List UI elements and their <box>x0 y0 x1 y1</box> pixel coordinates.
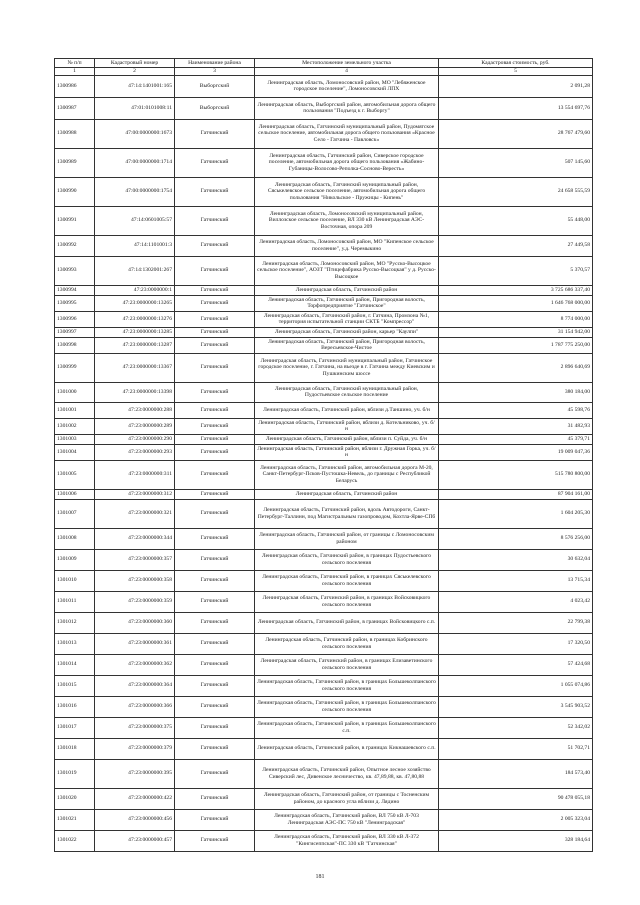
location-cell: Ленинградская область, Гатчинский район, вдоль Автодороги, Санкт-Петербург-Таллинн, под Магистральным газопроводом, Кохтла-Ярве-СПб <box>255 499 439 528</box>
row-number-cell: 1300992 <box>55 235 95 256</box>
row-number-cell: 1300991 <box>55 206 95 235</box>
district-cell: Гатчинский <box>175 717 255 738</box>
cadastral-value-cell: 13 715,34 <box>439 570 593 591</box>
row-number-cell: 1301000 <box>55 382 95 402</box>
table-row <box>55 633 593 654</box>
table-row <box>55 382 593 402</box>
location-cell: Ленинградская область, Ломоносовский район, МО "Лебяженское городское поселение", Ломоносовский ЛПХ <box>255 75 439 97</box>
table-row <box>55 654 593 675</box>
row-number-cell: 1300998 <box>55 337 95 353</box>
row-number-cell: 1300996 <box>55 311 95 327</box>
location-cell: Ленинградская область, Гатчинский район, в границах Сяськелевского сельского поселения <box>255 570 439 591</box>
cadastral-value-cell: 28 767 479,60 <box>439 119 593 148</box>
cadastral-number-cell: 47:23:0000000:456 <box>95 809 175 830</box>
row-number-cell: 1301012 <box>55 612 95 633</box>
district-cell: Гатчинский <box>175 696 255 717</box>
location-cell: Ленинградская область, Гатчинский район, в границах Кикнашевского с.п. <box>255 738 439 759</box>
header-cadastral-number: Кадастровый номер <box>95 59 175 68</box>
district-cell: Гатчинский <box>175 327 255 337</box>
table-row <box>55 119 593 148</box>
cadastral-value-cell: 8 774 000,00 <box>439 311 593 327</box>
location-cell: Ленинградская область, Гатчинский район, Пригородная волость, Вересьевское-Чистое <box>255 337 439 353</box>
cadastral-number-cell: 47:23:0000000:395 <box>95 759 175 788</box>
table-row <box>55 285 593 295</box>
row-number-cell: 1300989 <box>55 148 95 177</box>
location-cell: Ленинградская область, Гатчинский район, от границы с Ломоносовским районом <box>255 528 439 549</box>
district-cell: Гатчинский <box>175 402 255 418</box>
table-row <box>55 549 593 570</box>
row-number-cell: 1301015 <box>55 675 95 696</box>
cadastral-number-cell: 47:14:1101001:3 <box>95 235 175 256</box>
location-cell: Ленинградская область, Ломоносовский район, МО "Кипенское сельское поселение", у.д. Черемыкино <box>255 235 439 256</box>
location-cell: Ленинградская область, Гатчинский район, от границы с Тосненским районом, до красного угла вблизи д. Лядино <box>255 788 439 809</box>
district-cell: Гатчинский <box>175 177 255 206</box>
cadastral-number-cell: 47:00:0000000:1754 <box>95 177 175 206</box>
column-number: 1 <box>55 68 95 76</box>
row-number-cell: 1301003 <box>55 434 95 444</box>
location-cell: Ленинградская область, Гатчинский район <box>255 285 439 295</box>
cadastral-value-cell: 19 009 047,36 <box>439 444 593 460</box>
cadastral-number-cell: 47:23:0000000:321 <box>95 499 175 528</box>
row-number-cell: 1301007 <box>55 499 95 528</box>
cadastral-value-cell: 1 604 205,30 <box>439 499 593 528</box>
row-number-cell: 1301002 <box>55 418 95 434</box>
column-number: 2 <box>95 68 175 76</box>
header-district: Наименование района <box>175 59 255 68</box>
table-row <box>55 75 593 97</box>
row-number-cell: 1301010 <box>55 570 95 591</box>
district-cell: Гатчинский <box>175 654 255 675</box>
cadastral-number-cell: 47:23:0000000:360 <box>95 612 175 633</box>
row-number-cell: 1301021 <box>55 809 95 830</box>
cadastral-number-cell: 47:23:0000000:13398 <box>95 382 175 402</box>
location-cell: Ленинградская область, Гатчинский район, в границах Войсковицкого с.п. <box>255 612 439 633</box>
location-cell: Ленинградская область, Гатчинский район, ВЛ 330 кВ Л-372 "Кингисеппская"-ПС 330 кВ "Гатчинская" <box>255 830 439 851</box>
table-row <box>55 696 593 717</box>
cadastral-value-cell: 3 725 686 337,40 <box>439 285 593 295</box>
district-cell: Гатчинский <box>175 528 255 549</box>
row-number-cell: 1301001 <box>55 402 95 418</box>
location-cell: Ленинградская область, Гатчинский муниципальный район, Пудомягское сельское поселение, автомобильная дорога общего пользования «Красное Село - Гатчина - Павловск» <box>255 119 439 148</box>
cadastral-value-cell: 8 576 256,00 <box>439 528 593 549</box>
row-number-cell: 1300990 <box>55 177 95 206</box>
district-cell: Гатчинский <box>175 460 255 489</box>
table-row <box>55 444 593 460</box>
district-cell: Гатчинский <box>175 738 255 759</box>
table-row <box>55 295 593 311</box>
location-cell: Ленинградская область, Гатчинский район, г. Гатчина, Промзона №1, территория испытательной станции СКТБ "Компрессор" <box>255 311 439 327</box>
district-cell: Гатчинский <box>175 612 255 633</box>
cadastral-number-cell: 47:23:0000000:290 <box>95 434 175 444</box>
table-row <box>55 717 593 738</box>
header-row <box>55 59 593 68</box>
district-cell: Гатчинский <box>175 759 255 788</box>
cadastral-value-cell: 515 780 800,00 <box>439 460 593 489</box>
location-cell: Ленинградская область, Гатчинский район, в границах Елизаветинского сельского поселения <box>255 654 439 675</box>
table-row <box>55 460 593 489</box>
table-row <box>55 434 593 444</box>
cadastral-value-cell: 55 448,00 <box>439 206 593 235</box>
cadastral-value-cell: 2 091,28 <box>439 75 593 97</box>
cadastral-value-cell: 52 342,02 <box>439 717 593 738</box>
location-cell: Ленинградская область, Гатчинский район, автомобильная дорога М-20, Санкт-Петербург-Псков-Пустошка-Невель, до границы с Республикой Беларусь <box>255 460 439 489</box>
cadastral-value-cell: 17 320,50 <box>439 633 593 654</box>
district-cell: Гатчинский <box>175 337 255 353</box>
table-row <box>55 612 593 633</box>
location-cell: Ленинградская область, Гатчинский район, вблизи д.Таншино, уч. б/н <box>255 402 439 418</box>
row-number-cell: 1301017 <box>55 717 95 738</box>
table-row <box>55 759 593 788</box>
district-cell: Гатчинский <box>175 256 255 285</box>
location-cell: Ленинградская область, Гатчинский район, вблизи г. Дружная Горка, уч. б/н <box>255 444 439 460</box>
cadastral-value-cell: 1 055 074,86 <box>439 675 593 696</box>
cadastral-number-cell: 47:23:0000000:311 <box>95 460 175 489</box>
cadastral-number-cell: 47:14:0601005:57 <box>95 206 175 235</box>
row-number-cell: 1300997 <box>55 327 95 337</box>
cadastral-value-cell: 2 005 323,04 <box>439 809 593 830</box>
cadastral-value-table <box>54 58 593 852</box>
cadastral-number-cell: 47:23:0000000:1 <box>95 285 175 295</box>
cadastral-value-cell: 1 787 775 250,00 <box>439 337 593 353</box>
row-number-cell: 1301014 <box>55 654 95 675</box>
table-row <box>55 177 593 206</box>
location-cell: Ленинградская область, Гатчинский район, вблизи д. Котельниково, уч. б/н <box>255 418 439 434</box>
row-number-cell: 1300988 <box>55 119 95 148</box>
row-number-cell: 1301008 <box>55 528 95 549</box>
cadastral-value-cell: 24 658 555,59 <box>439 177 593 206</box>
location-cell: Ленинградская область, Гатчинский муниципальный район, Сяськелевское сельское поселение, автомобильная дорога общего пользования "Никольское - Пружицы - Кипень" <box>255 177 439 206</box>
cadastral-number-cell: 47:23:0000000:357 <box>95 549 175 570</box>
district-cell: Гатчинский <box>175 295 255 311</box>
table-row <box>55 97 593 119</box>
district-cell: Гатчинский <box>175 591 255 612</box>
district-cell: Гатчинский <box>175 830 255 851</box>
row-number-cell: 1300995 <box>55 295 95 311</box>
cadastral-number-cell: 47:14:1401001:165 <box>95 75 175 97</box>
cadastral-value-cell: 4 023,42 <box>439 591 593 612</box>
cadastral-number-cell: 47:23:0000000:13276 <box>95 311 175 327</box>
cadastral-value-cell: 30 632,04 <box>439 549 593 570</box>
district-cell: Гатчинский <box>175 235 255 256</box>
cadastral-number-cell: 47:23:0000000:344 <box>95 528 175 549</box>
header-number: № п/п <box>55 59 95 68</box>
table-row <box>55 570 593 591</box>
cadastral-value-cell: 1 646 768 000,00 <box>439 295 593 311</box>
district-cell: Гатчинский <box>175 418 255 434</box>
table-row <box>55 418 593 434</box>
district-cell: Гатчинский <box>175 311 255 327</box>
location-cell: Ленинградская область, Гатчинский район <box>255 489 439 499</box>
cadastral-number-cell: 47:23:0000000:379 <box>95 738 175 759</box>
cadastral-number-cell: 47:23:0000000:288 <box>95 402 175 418</box>
district-cell: Гатчинский <box>175 444 255 460</box>
table-row <box>55 489 593 499</box>
cadastral-number-cell: 47:23:0000000:13367 <box>95 353 175 382</box>
cadastral-number-cell: 47:23:0000000:293 <box>95 444 175 460</box>
table-row <box>55 327 593 337</box>
district-cell: Гатчинский <box>175 809 255 830</box>
cadastral-value-cell: 45 379,71 <box>439 434 593 444</box>
cadastral-value-cell: 507 145,60 <box>439 148 593 177</box>
table-row <box>55 528 593 549</box>
row-number-cell: 1301005 <box>55 460 95 489</box>
cadastral-number-cell: 47:23:0000000:422 <box>95 788 175 809</box>
district-cell: Гатчинский <box>175 148 255 177</box>
table-row <box>55 809 593 830</box>
cadastral-number-cell: 47:23:0000000:375 <box>95 717 175 738</box>
header-location: Местоположение земельного участка <box>255 59 439 68</box>
cadastral-number-cell: 47:23:0000000:13287 <box>95 337 175 353</box>
district-cell: Гатчинский <box>175 788 255 809</box>
cadastral-value-cell: 31 154 942,00 <box>439 327 593 337</box>
cadastral-number-cell: 47:23:0000000:312 <box>95 489 175 499</box>
cadastral-value-cell: 22 799,38 <box>439 612 593 633</box>
location-cell: Ленинградская область, Гатчинский муниципальный район, Пудостьевское сельское поселение <box>255 382 439 402</box>
table-row <box>55 499 593 528</box>
row-number-cell: 1301018 <box>55 738 95 759</box>
table-row <box>55 402 593 418</box>
cadastral-number-cell: 47:23:0000000:358 <box>95 570 175 591</box>
row-number-cell: 1301019 <box>55 759 95 788</box>
row-number-cell: 1300993 <box>55 256 95 285</box>
row-number-cell: 1300994 <box>55 285 95 295</box>
cadastral-value-cell: 2 896 640,69 <box>439 353 593 382</box>
location-cell: Ленинградская область, Гатчинский муниципальный район, Гатчинское городское поселение, г. Гатчина, на въезде в г. Гатчина между Киевским и Пушкинским шоссе <box>255 353 439 382</box>
cadastral-number-cell: 47:00:0000000:1714 <box>95 148 175 177</box>
cadastral-number-cell: 47:23:0000000:359 <box>95 591 175 612</box>
cadastral-number-cell: 47:23:0000000:457 <box>95 830 175 851</box>
location-cell: Ленинградская область, Гатчинский район, вблизи п. Суйда, уч. б/н <box>255 434 439 444</box>
location-cell: Ленинградская область, Гатчинский район, ВЛ 750 кВ Л-703 Ленинградская АЭС-ПС 750 кВ "Ленинградская" <box>255 809 439 830</box>
column-number: 5 <box>439 68 593 76</box>
table-row <box>55 788 593 809</box>
district-cell: Гатчинский <box>175 206 255 235</box>
location-cell: Ленинградская область, Гатчинский район, в границах Большеколпанского сельского поселения <box>255 675 439 696</box>
location-cell: Ленинградская область, Гатчинский район, Пригородная волость, Торфопредприятие "Гатчинское" <box>255 295 439 311</box>
table-row <box>55 738 593 759</box>
district-cell: Гатчинский <box>175 353 255 382</box>
row-number-cell: 1301022 <box>55 830 95 851</box>
table-row <box>55 675 593 696</box>
district-cell: Гатчинский <box>175 499 255 528</box>
location-cell: Ленинградская область, Гатчинский район, Опытное лесное хозяйство Сиверский лес, Дивенское лесничество, кв. 47,89,88, кв. 47,80,88 <box>255 759 439 788</box>
cadastral-number-cell: 47:23:0000000:361 <box>95 633 175 654</box>
table-row <box>55 206 593 235</box>
cadastral-number-cell: 47:23:0000000:13265 <box>95 295 175 311</box>
district-cell: Гатчинский <box>175 119 255 148</box>
row-number-cell: 1300987 <box>55 97 95 119</box>
cadastral-value-cell: 184 573,40 <box>439 759 593 788</box>
cadastral-value-cell: 90 478 055,18 <box>439 788 593 809</box>
district-cell: Выборгский <box>175 75 255 97</box>
district-cell: Выборгский <box>175 97 255 119</box>
location-cell: Ленинградская область, Гатчинский район, в границах Большеколпанского сельского поселения <box>255 696 439 717</box>
cadastral-value-cell: 57 424,68 <box>439 654 593 675</box>
cadastral-number-cell: 47:01:0101008:11 <box>95 97 175 119</box>
location-cell: Ленинградская область, Ломоносовский район, МО "Русско-Высоцкое сельское поселение", АОЗТ "Птицефабрика Русско-Высоцкая" у д. Русско-Высоцкое <box>255 256 439 285</box>
location-cell: Ленинградская область, Гатчинский район, в границах Большеколпанского с.п. <box>255 717 439 738</box>
column-number-row <box>55 68 593 76</box>
location-cell: Ленинградская область, Ломоносовский муниципальный район, Виллозское сельское поселение, ВЛ 330 кВ Ленинградская АЭС-Восточная, опора 209 <box>255 206 439 235</box>
location-cell: Ленинградская область, Гатчинский район, в границах Кобринского сельского поселения <box>255 633 439 654</box>
district-cell: Гатчинский <box>175 570 255 591</box>
cadastral-value-cell: 13 554 697,76 <box>439 97 593 119</box>
cadastral-value-cell: 27 449,58 <box>439 235 593 256</box>
district-cell: Гатчинский <box>175 489 255 499</box>
district-cell: Гатчинский <box>175 675 255 696</box>
row-number-cell: 1301016 <box>55 696 95 717</box>
row-number-cell: 1301006 <box>55 489 95 499</box>
cadastral-number-cell: 47:14:1302001:267 <box>95 256 175 285</box>
cadastral-value-cell: 31 482,93 <box>439 418 593 434</box>
row-number-cell: 1301013 <box>55 633 95 654</box>
table-row <box>55 337 593 353</box>
row-number-cell: 1300986 <box>55 75 95 97</box>
cadastral-value-cell: 5 370,57 <box>439 256 593 285</box>
cadastral-number-cell: 47:23:0000000:362 <box>95 654 175 675</box>
district-cell: Гатчинский <box>175 633 255 654</box>
page-number: 181 <box>315 874 325 880</box>
cadastral-value-cell: 328 184,64 <box>439 830 593 851</box>
table-row <box>55 311 593 327</box>
table-row <box>55 591 593 612</box>
table-row <box>55 235 593 256</box>
cadastral-number-cell: 47:23:0000000:13285 <box>95 327 175 337</box>
column-number: 4 <box>255 68 439 76</box>
cadastral-number-cell: 47:23:0000000:364 <box>95 675 175 696</box>
column-number: 3 <box>175 68 255 76</box>
cadastral-number-cell: 47:23:0000000:289 <box>95 418 175 434</box>
table-row <box>55 256 593 285</box>
district-cell: Гатчинский <box>175 382 255 402</box>
district-cell: Гатчинский <box>175 434 255 444</box>
cadastral-number-cell: 47:23:0000000:366 <box>95 696 175 717</box>
cadastral-value-cell: 380 184,00 <box>439 382 593 402</box>
table-row <box>55 353 593 382</box>
location-cell: Ленинградская область, Гатчинский район, карьер "Каулпи" <box>255 327 439 337</box>
cadastral-value-cell: 45 598,76 <box>439 402 593 418</box>
cadastral-value-cell: 51 702,71 <box>439 738 593 759</box>
row-number-cell: 1301009 <box>55 549 95 570</box>
location-cell: Ленинградская область, Гатчинский район, в границах Пудостьевского сельского поселения <box>255 549 439 570</box>
row-number-cell: 1301011 <box>55 591 95 612</box>
location-cell: Ленинградская область, Гатчинский район, в границах Войсковицкого сельского поселения <box>255 591 439 612</box>
district-cell: Гатчинский <box>175 285 255 295</box>
table-row <box>55 830 593 851</box>
row-number-cell: 1301004 <box>55 444 95 460</box>
location-cell: Ленинградская область, Гатчинский район, Сиверское городское поселение, автомобильная дорога общего пользования «Жабино-Губаницы-Волосово-Реполка-Сосново-Вересть» <box>255 148 439 177</box>
row-number-cell: 1301020 <box>55 788 95 809</box>
location-cell: Ленинградская область, Выборгский район, автомобильная дорога общего пользования "Подъезд к г. Выборгу" <box>255 97 439 119</box>
table-row <box>55 148 593 177</box>
cadastral-number-cell: 47:00:0000000:1673 <box>95 119 175 148</box>
header-cadastral-value: Кадастровая стоимость, руб. <box>439 59 593 68</box>
district-cell: Гатчинский <box>175 549 255 570</box>
cadastral-value-cell: 87 904 161,00 <box>439 489 593 499</box>
cadastral-value-cell: 3 545 903,52 <box>439 696 593 717</box>
row-number-cell: 1300999 <box>55 353 95 382</box>
